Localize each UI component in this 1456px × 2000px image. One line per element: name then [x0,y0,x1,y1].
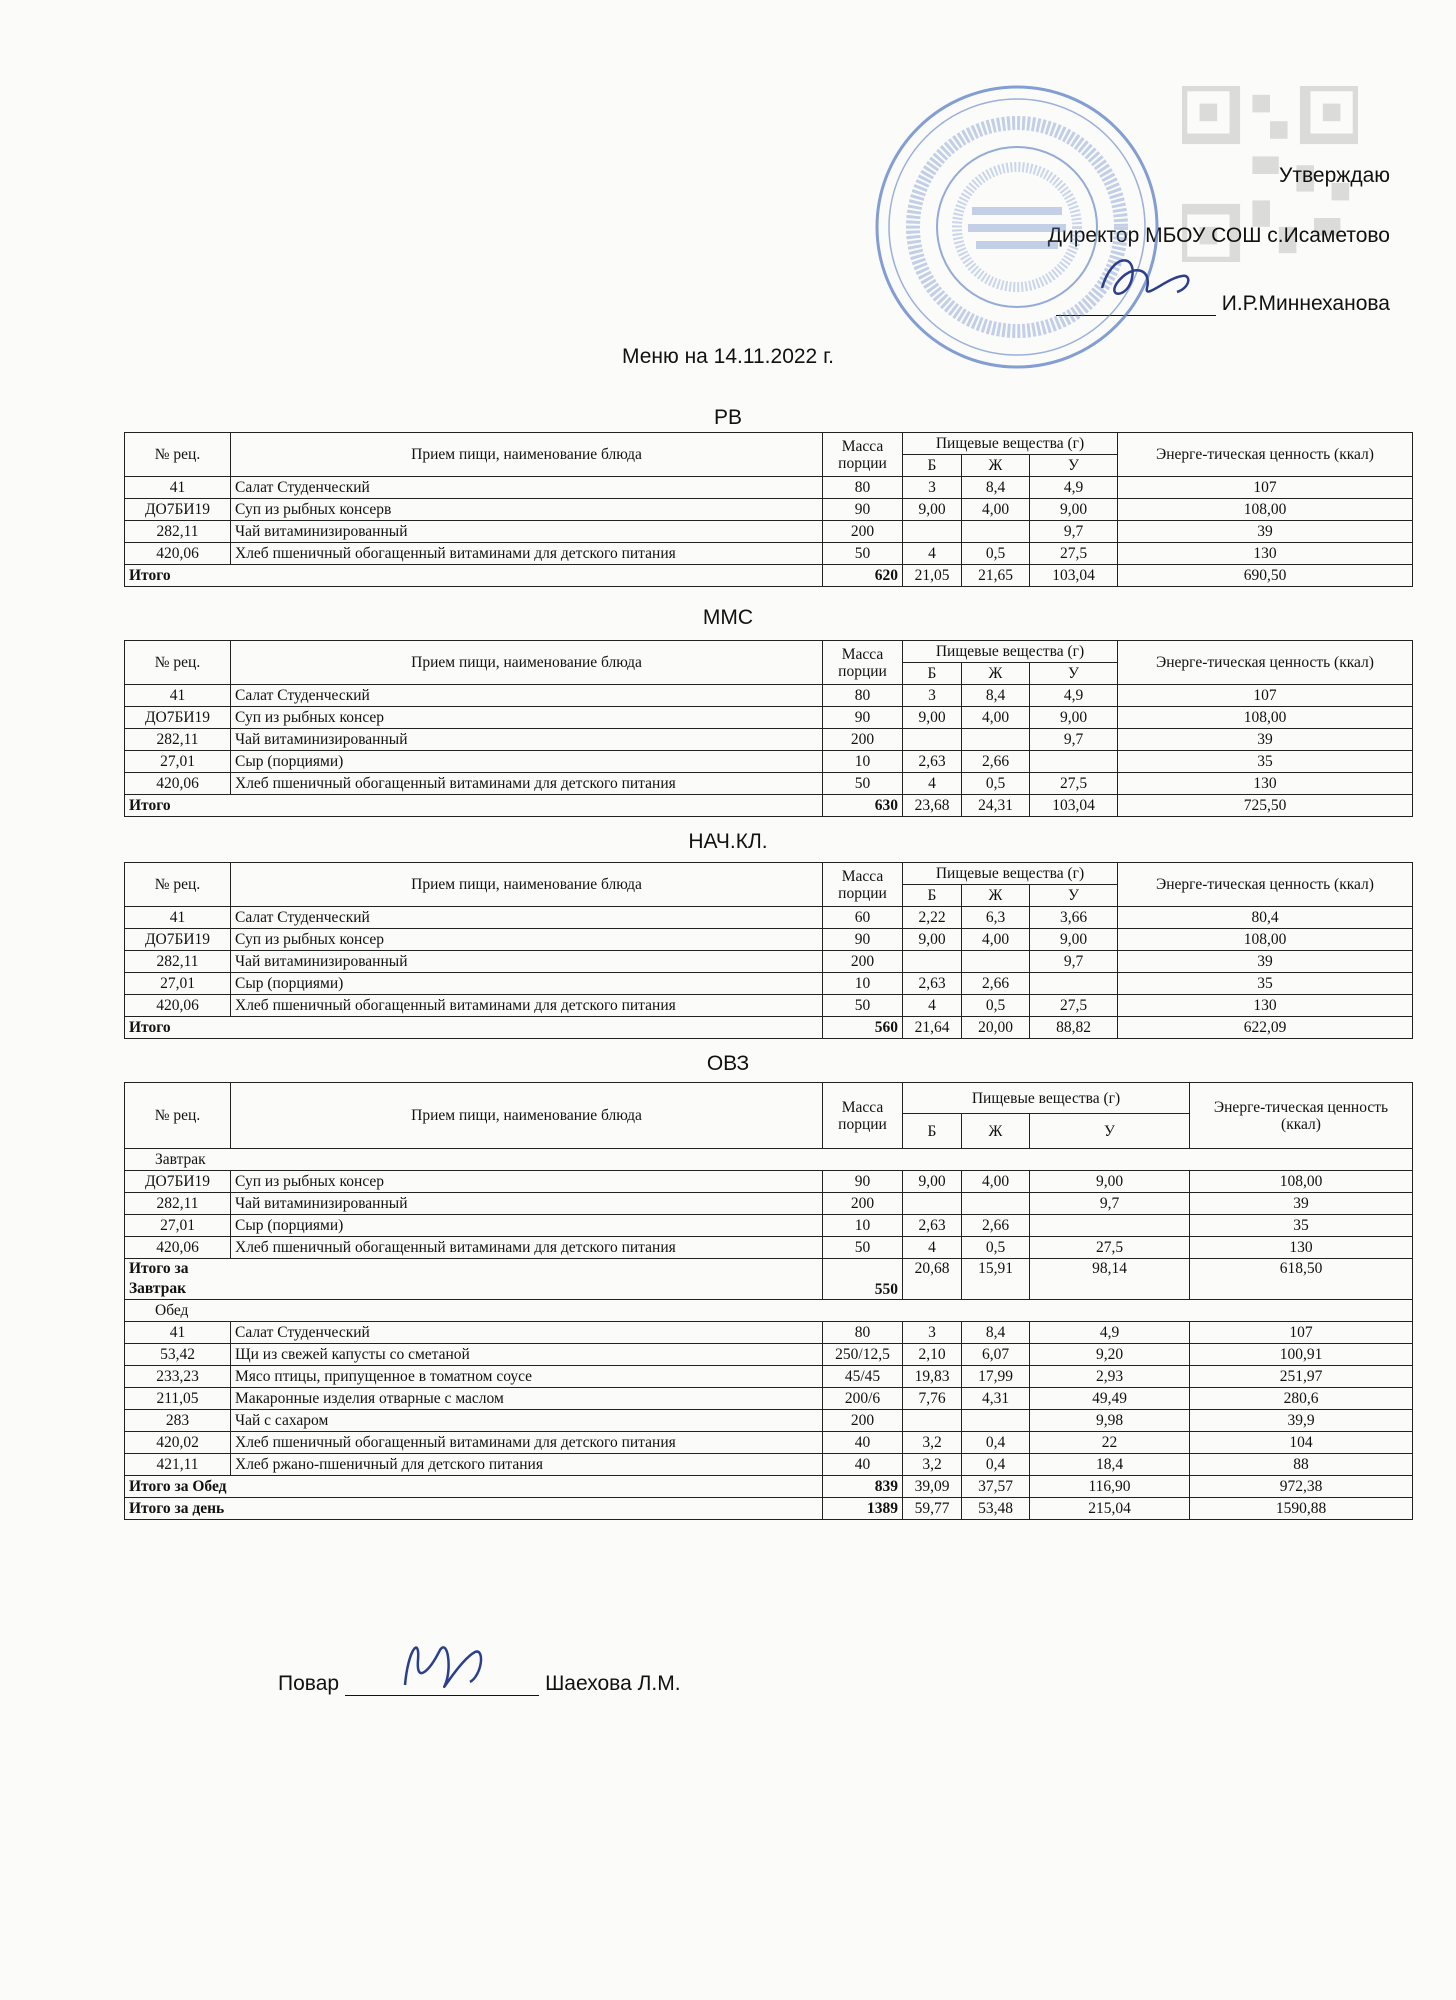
protein-value: 9,00 [903,707,962,729]
portion-mass: 50 [823,995,903,1017]
protein-value: 3 [903,685,962,707]
dish-name: Суп из рыбных консер [231,929,823,951]
total-fat: 20,00 [962,1017,1030,1039]
table-row [125,951,1413,973]
recipe-number: ДО7БИ19 [125,707,231,729]
energy-value: 108,00 [1118,499,1413,521]
menu-table-mms [124,640,1413,817]
header-carbs: У [1030,455,1118,477]
total-row [125,795,1413,817]
total-energy: 725,50 [1118,795,1413,817]
carbs-value: 9,7 [1030,521,1118,543]
header-nutrients: Пищевые вещества (г) [903,641,1118,663]
header-dish-name: Прием пищи, наименование блюда [231,863,823,907]
portion-mass: 10 [823,1215,903,1237]
energy-value: 108,00 [1118,929,1413,951]
header-portion-mass: Масса порции [823,1083,903,1149]
fat-value: 0,5 [962,995,1030,1017]
lunch-total-protein: 39,09 [903,1476,962,1498]
protein-value: 19,83 [903,1366,962,1388]
table-row [125,729,1413,751]
header-energy: Энерге-тическая ценность (ккал) [1118,433,1413,477]
dish-name: Суп из рыбных консерв [231,499,823,521]
dish-name: Салат Студенческий [231,907,823,929]
dish-name: Чай с сахаром [231,1410,823,1432]
carbs-value: 9,00 [1030,707,1118,729]
header-nutrients: Пищевые вещества (г) [903,433,1118,455]
total-protein: 21,05 [903,565,962,587]
total-carbs: 103,04 [1030,565,1118,587]
fat-value: 2,66 [962,1215,1030,1237]
protein-value: 3,2 [903,1432,962,1454]
dish-name: Чай витаминизированный [231,1193,823,1215]
lunch-total-carbs: 116,90 [1030,1476,1190,1498]
header-fat: Ж [962,663,1030,685]
recipe-number: 53,42 [125,1344,231,1366]
dish-name: Сыр (порциями) [231,973,823,995]
recipe-number: 282,11 [125,729,231,751]
carbs-value: 27,5 [1030,1237,1190,1259]
header-protein: Б [903,885,962,907]
header-carbs: У [1030,885,1118,907]
protein-value: 2,63 [903,1215,962,1237]
fat-value: 17,99 [962,1366,1030,1388]
dish-name: Хлеб пшеничный обогащенный витаминами для детского питания [231,1237,823,1259]
dish-name: Хлеб пшеничный обогащенный витаминами для детского питания [231,543,823,565]
portion-mass: 50 [823,1237,903,1259]
breakfast-total-label-line1: Итого за [129,1260,189,1277]
protein-value: 3 [903,477,962,499]
protein-value: 4 [903,773,962,795]
section-title-primary-school: НАЧ.КЛ. [688,830,768,853]
header-nutrients: Пищевые вещества (г) [903,863,1118,885]
energy-value: 39 [1118,951,1413,973]
fat-value: 0,4 [962,1454,1030,1476]
protein-value [903,729,962,751]
total-carbs: 103,04 [1030,795,1118,817]
header-protein: Б [903,1114,962,1149]
signature-line [1056,315,1216,316]
recipe-number: 41 [125,685,231,707]
portion-mass: 200 [823,521,903,543]
fat-value: 4,00 [962,707,1030,729]
header-portion-mass: Масса порции [823,641,903,685]
cook-label: Повар [278,1672,340,1695]
portion-mass: 10 [823,973,903,995]
recipe-number: 27,01 [125,973,231,995]
table-row [125,973,1413,995]
lunch-total-row [125,1476,1413,1498]
table-row [125,1344,1413,1366]
breakfast-total-energy: 618,50 [1190,1259,1413,1300]
table-row [125,907,1413,929]
breakfast-total-carbs: 98,14 [1030,1259,1190,1300]
carbs-value [1030,751,1118,773]
protein-value: 2,22 [903,907,962,929]
recipe-number: 211,05 [125,1388,231,1410]
protein-value: 9,00 [903,499,962,521]
day-total-row [125,1498,1413,1520]
cook-name: Шаехова Л.М. [545,1672,681,1695]
table-row [125,751,1413,773]
fat-value: 6,3 [962,907,1030,929]
portion-mass: 60 [823,907,903,929]
protein-value: 2,10 [903,1344,962,1366]
header-recipe-number: № рец. [125,641,231,685]
lunch-total-fat: 37,57 [962,1476,1030,1498]
recipe-number: 233,23 [125,1366,231,1388]
energy-value: 107 [1118,685,1413,707]
table-row [125,1388,1413,1410]
fat-value: 2,66 [962,751,1030,773]
recipe-number: ДО7БИ19 [125,1171,231,1193]
energy-value: 39 [1118,521,1413,543]
energy-value: 130 [1118,995,1413,1017]
header-energy: Энерге-тическая ценность (ккал) [1118,863,1413,907]
fat-value: 2,66 [962,973,1030,995]
carbs-value: 27,5 [1030,995,1118,1017]
recipe-number: ДО7БИ19 [125,499,231,521]
day-total-mass: 1389 [823,1498,903,1520]
director-title: Директор МБОУ СОШ с.Исаметово [1047,224,1390,247]
portion-mass: 200/6 [823,1388,903,1410]
header-portion-mass: Масса порции [823,433,903,477]
energy-value: 39 [1190,1193,1413,1215]
dish-name: Макаронные изделия отварные с маслом [231,1388,823,1410]
total-mass: 630 [823,795,903,817]
section-title-rv: РВ [713,406,742,429]
recipe-number: 41 [125,1322,231,1344]
table-row [125,995,1413,1017]
menu-table-primary-school [124,862,1413,1039]
dish-name: Салат Студенческий [231,685,823,707]
menu-title: Меню на 14.11.2022 г. [621,345,834,368]
dish-name: Чай витаминизированный [231,729,823,751]
fat-value: 0,4 [962,1432,1030,1454]
fat-value: 0,5 [962,543,1030,565]
meal-group-breakfast [125,1149,1413,1171]
breakfast-total-protein: 20,68 [903,1259,962,1300]
total-label: Итого [125,565,823,587]
table-row [125,707,1413,729]
portion-mass: 45/45 [823,1366,903,1388]
energy-value: 35 [1190,1215,1413,1237]
header-fat: Ж [962,455,1030,477]
header-energy: Энерге-тическая ценность (ккал) [1190,1083,1413,1149]
total-mass: 560 [823,1017,903,1039]
dish-name: Сыр (порциями) [231,1215,823,1237]
recipe-number: 282,11 [125,951,231,973]
energy-value: 130 [1118,543,1413,565]
table-row [125,477,1413,499]
signature-line [345,1675,539,1696]
table-row [125,543,1413,565]
table-row [125,1410,1413,1432]
meal-label-breakfast: Завтрак [125,1149,1413,1171]
dish-name: Хлеб пшеничный обогащенный витаминами для детского питания [231,1432,823,1454]
header-portion-mass: Масса порции [823,863,903,907]
dish-name: Мясо птицы, припущенное в томатном соусе [231,1366,823,1388]
fat-value: 4,00 [962,499,1030,521]
total-label: Итого [125,1017,823,1039]
lunch-total-mass: 839 [823,1476,903,1498]
dish-name: Суп из рыбных консер [231,1171,823,1193]
total-carbs: 88,82 [1030,1017,1118,1039]
portion-mass: 80 [823,1322,903,1344]
protein-value: 3,2 [903,1454,962,1476]
fat-value [962,521,1030,543]
header-dish-name: Прием пищи, наименование блюда [231,1083,823,1149]
dish-name: Чай витаминизированный [231,521,823,543]
header-recipe-number: № рец. [125,1083,231,1149]
director-name: И.Р.Миннеханова [1221,292,1390,315]
cook-signature-block [278,1672,681,1696]
table-row [125,1237,1413,1259]
recipe-number: ДО7БИ19 [125,929,231,951]
portion-mass: 200 [823,1193,903,1215]
header-dish-name: Прием пищи, наименование блюда [231,641,823,685]
fat-value [962,1410,1030,1432]
carbs-value: 4,9 [1030,685,1118,707]
fat-value [962,729,1030,751]
total-protein: 21,64 [903,1017,962,1039]
protein-value: 3 [903,1322,962,1344]
fat-value: 0,5 [962,773,1030,795]
energy-value: 107 [1118,477,1413,499]
total-row [125,565,1413,587]
fat-value: 4,00 [962,1171,1030,1193]
day-total-label: Итого за день [125,1498,823,1520]
section-title-ovz: ОВЗ [706,1052,750,1075]
carbs-value: 4,9 [1030,1322,1190,1344]
dish-name: Хлеб ржано-пшеничный для детского питания [231,1454,823,1476]
recipe-number: 27,01 [125,1215,231,1237]
recipe-number: 41 [125,477,231,499]
protein-value: 2,63 [903,973,962,995]
recipe-number: 420,06 [125,1237,231,1259]
table-row [125,1171,1413,1193]
header-carbs: У [1030,1114,1190,1149]
portion-mass: 80 [823,685,903,707]
carbs-value: 9,7 [1030,1193,1190,1215]
header-fat: Ж [962,1114,1030,1149]
total-energy: 622,09 [1118,1017,1413,1039]
total-fat: 24,31 [962,795,1030,817]
fat-value [962,1193,1030,1215]
breakfast-total-row [125,1259,1413,1300]
table-row [125,1454,1413,1476]
portion-mass: 90 [823,929,903,951]
approval-heading: Утверждаю [1279,164,1390,187]
protein-value: 9,00 [903,1171,962,1193]
energy-value: 88 [1190,1454,1413,1476]
carbs-value: 9,98 [1030,1410,1190,1432]
fat-value: 8,4 [962,685,1030,707]
carbs-value: 9,00 [1030,929,1118,951]
energy-value: 130 [1190,1237,1413,1259]
table-row [125,685,1413,707]
fat-value: 8,4 [962,1322,1030,1344]
protein-value: 9,00 [903,929,962,951]
energy-value: 130 [1118,773,1413,795]
carbs-value: 27,5 [1030,543,1118,565]
recipe-number: 282,11 [125,521,231,543]
recipe-number: 283 [125,1410,231,1432]
fat-value: 0,5 [962,1237,1030,1259]
header-protein: Б [903,455,962,477]
header-protein: Б [903,663,962,685]
carbs-value: 2,93 [1030,1366,1190,1388]
portion-mass: 200 [823,1410,903,1432]
carbs-value: 9,7 [1030,951,1118,973]
table-row [125,521,1413,543]
energy-value: 280,6 [1190,1388,1413,1410]
header-recipe-number: № рец. [125,433,231,477]
dish-name: Сыр (порциями) [231,751,823,773]
carbs-value: 49,49 [1030,1388,1190,1410]
portion-mass: 200 [823,729,903,751]
table-row [125,929,1413,951]
fat-value: 6,07 [962,1344,1030,1366]
protein-value [903,951,962,973]
dish-name: Суп из рыбных консер [231,707,823,729]
energy-value: 35 [1118,973,1413,995]
header-carbs: У [1030,663,1118,685]
recipe-number: 420,06 [125,995,231,1017]
protein-value: 2,63 [903,751,962,773]
header-dish-name: Прием пищи, наименование блюда [231,433,823,477]
energy-value: 108,00 [1190,1171,1413,1193]
portion-mass: 250/12,5 [823,1344,903,1366]
fat-value: 4,00 [962,929,1030,951]
portion-mass: 90 [823,1171,903,1193]
carbs-value: 9,7 [1030,729,1118,751]
recipe-number: 27,01 [125,751,231,773]
recipe-number: 420,06 [125,773,231,795]
total-fat: 21,65 [962,565,1030,587]
dish-name: Салат Студенческий [231,1322,823,1344]
breakfast-total-mass: 550 [823,1259,903,1300]
energy-value: 39 [1118,729,1413,751]
recipe-number: 420,02 [125,1432,231,1454]
table-row [125,499,1413,521]
total-row [125,1017,1413,1039]
dish-name: Щи из свежей капусты со сметаной [231,1344,823,1366]
protein-value [903,1193,962,1215]
energy-value: 107 [1190,1322,1413,1344]
total-protein: 23,68 [903,795,962,817]
day-total-carbs: 215,04 [1030,1498,1190,1520]
table-row [125,1366,1413,1388]
energy-value: 39,9 [1190,1410,1413,1432]
energy-value: 35 [1118,751,1413,773]
dish-name: Хлеб пшеничный обогащенный витаминами для детского питания [231,995,823,1017]
day-total-fat: 53,48 [962,1498,1030,1520]
portion-mass: 200 [823,951,903,973]
dish-name: Салат Студенческий [231,477,823,499]
energy-value: 80,4 [1118,907,1413,929]
carbs-value [1030,1215,1190,1237]
table-row [125,1432,1413,1454]
meal-label-lunch: Обед [125,1300,1413,1322]
protein-value [903,1410,962,1432]
breakfast-total-label-line2: Завтрак [129,1280,187,1297]
carbs-value: 9,00 [1030,1171,1190,1193]
total-label: Итого [125,795,823,817]
table-row [125,1193,1413,1215]
day-total-energy: 1590,88 [1190,1498,1413,1520]
table-row [125,773,1413,795]
table-row [125,1322,1413,1344]
protein-value: 4 [903,995,962,1017]
header-fat: Ж [962,885,1030,907]
lunch-total-label: Итого за Обед [125,1476,823,1498]
section-title-mms: ММС [702,606,754,629]
carbs-value: 9,20 [1030,1344,1190,1366]
recipe-number: 421,11 [125,1454,231,1476]
fat-value: 4,31 [962,1388,1030,1410]
carbs-value: 4,9 [1030,477,1118,499]
energy-value: 100,91 [1190,1344,1413,1366]
table-row [125,1215,1413,1237]
header-energy: Энерге-тическая ценность (ккал) [1118,641,1413,685]
portion-mass: 50 [823,543,903,565]
protein-value: 7,76 [903,1388,962,1410]
portion-mass: 80 [823,477,903,499]
day-total-protein: 59,77 [903,1498,962,1520]
portion-mass: 90 [823,499,903,521]
carbs-value: 3,66 [1030,907,1118,929]
energy-value: 108,00 [1118,707,1413,729]
protein-value [903,521,962,543]
energy-value: 104 [1190,1432,1413,1454]
breakfast-total-fat: 15,91 [962,1259,1030,1300]
dish-name: Чай витаминизированный [231,951,823,973]
portion-mass: 10 [823,751,903,773]
fat-value: 8,4 [962,477,1030,499]
recipe-number: 282,11 [125,1193,231,1215]
carbs-value: 27,5 [1030,773,1118,795]
recipe-number: 41 [125,907,231,929]
menu-table-ovz [124,1082,1413,1520]
fat-value [962,951,1030,973]
portion-mass: 40 [823,1454,903,1476]
protein-value: 4 [903,1237,962,1259]
breakfast-total-label [125,1259,823,1300]
meal-group-lunch [125,1300,1413,1322]
carbs-value: 18,4 [1030,1454,1190,1476]
header-recipe-number: № рец. [125,863,231,907]
lunch-total-energy: 972,38 [1190,1476,1413,1498]
carbs-value: 22 [1030,1432,1190,1454]
dish-name: Хлеб пшеничный обогащенный витаминами для детского питания [231,773,823,795]
director-name-line [1056,292,1390,316]
carbs-value: 9,00 [1030,499,1118,521]
menu-table-rv [124,432,1413,587]
total-mass: 620 [823,565,903,587]
portion-mass: 50 [823,773,903,795]
portion-mass: 90 [823,707,903,729]
energy-value: 251,97 [1190,1366,1413,1388]
carbs-value [1030,973,1118,995]
portion-mass: 40 [823,1432,903,1454]
header-nutrients: Пищевые вещества (г) [903,1083,1190,1114]
recipe-number: 420,06 [125,543,231,565]
protein-value: 4 [903,543,962,565]
total-energy: 690,50 [1118,565,1413,587]
